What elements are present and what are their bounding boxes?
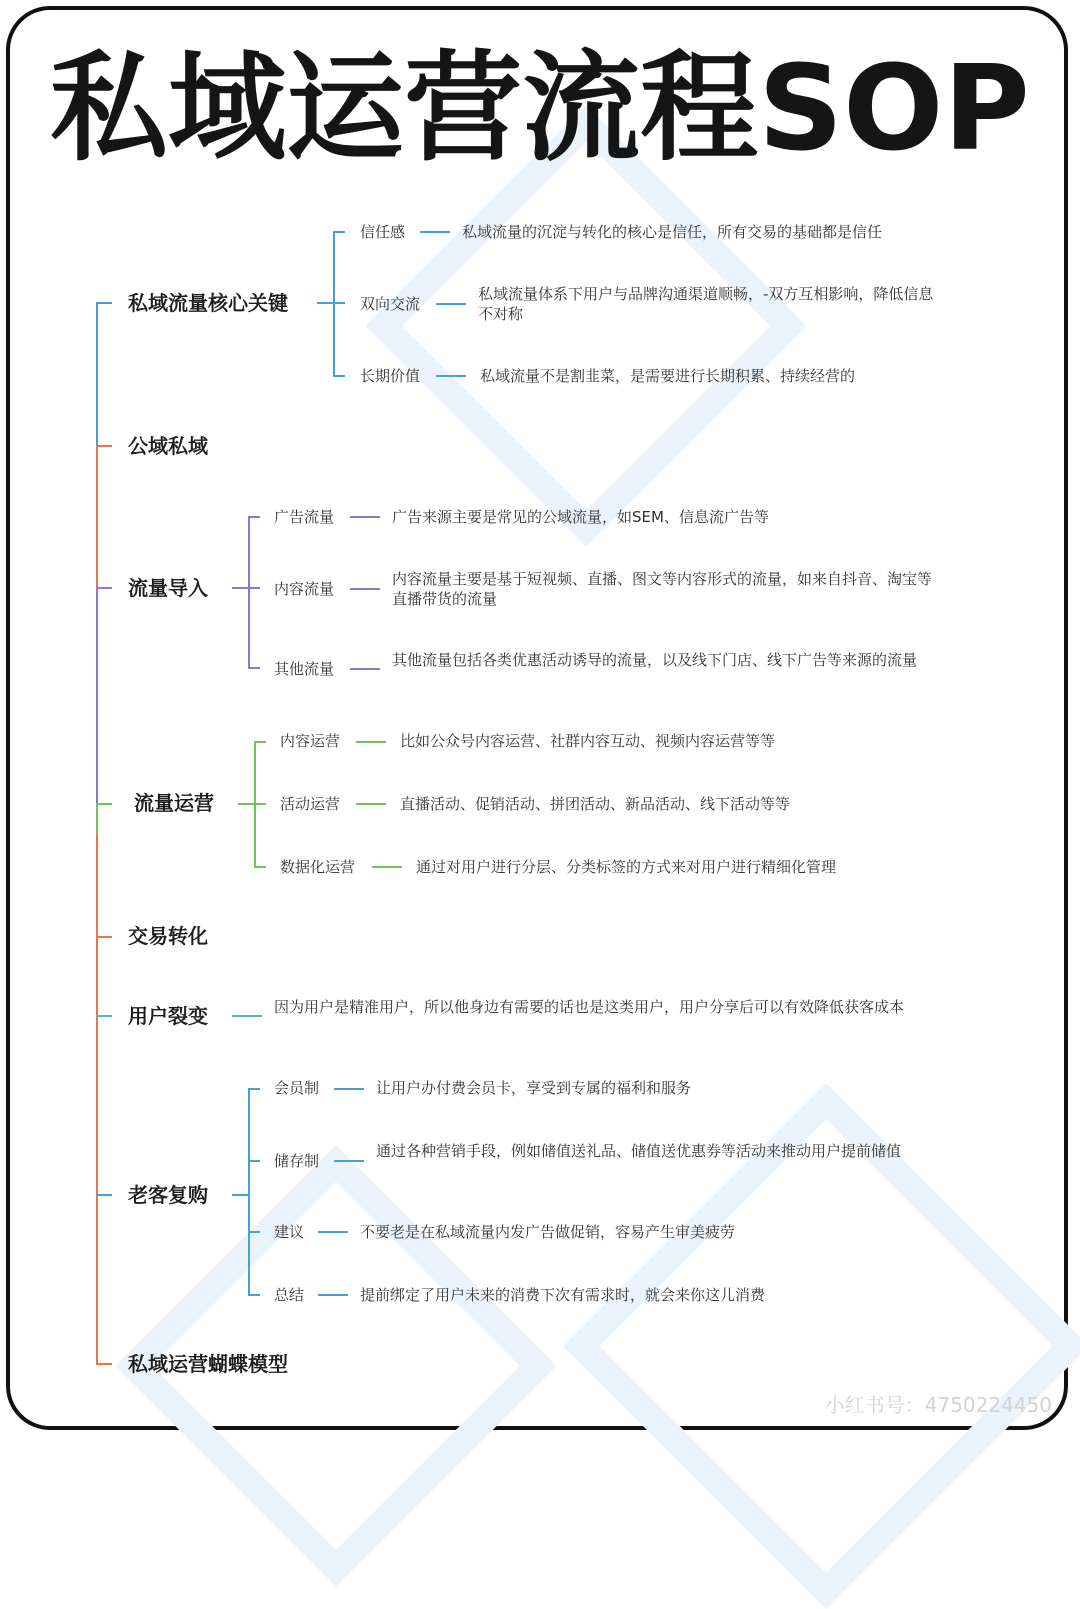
node-desc: 其他流量包括各类优惠活动诱导的流量，以及线下门店、线下广告等来源的流量 bbox=[392, 651, 918, 669]
root-tick bbox=[96, 302, 112, 304]
section-label-repurchase: 老客复购 bbox=[128, 1183, 208, 1207]
root-tick bbox=[96, 445, 112, 447]
node-label: 总结 bbox=[274, 1286, 305, 1304]
branch-tick bbox=[254, 803, 266, 805]
node-dash bbox=[334, 1088, 364, 1090]
section-label-core: 私域流量核心关键 bbox=[128, 291, 288, 315]
root-spine bbox=[96, 834, 98, 1364]
node-label: 内容运营 bbox=[280, 732, 341, 750]
node-desc: 直播活动、促销活动、拼团活动、新品活动、线下活动等等 bbox=[400, 795, 791, 813]
branch-connector bbox=[232, 587, 248, 589]
node-desc: 通过对用户进行分层、分类标签的方式来对用户进行精细化管理 bbox=[416, 858, 837, 876]
root-spine bbox=[96, 588, 98, 804]
node-desc: 因为用户是精准用户，所以他身边有需要的话也是这类用户，用户分享后可以有效降低获客成本 bbox=[274, 998, 905, 1016]
node-dash bbox=[232, 1015, 262, 1017]
node-dash bbox=[436, 375, 466, 377]
branch-tick bbox=[333, 375, 345, 377]
root-tick bbox=[96, 1194, 112, 1196]
node-dash bbox=[318, 1231, 348, 1233]
branch-bracket bbox=[248, 516, 250, 668]
root-spine bbox=[96, 303, 98, 446]
node-label: 储存制 bbox=[274, 1152, 320, 1170]
branch-connector bbox=[238, 803, 254, 805]
node-dash bbox=[420, 231, 450, 233]
node-label: 活动运营 bbox=[280, 795, 341, 813]
branch-connector bbox=[232, 1194, 248, 1196]
node-dash bbox=[350, 668, 380, 670]
root-tick bbox=[96, 936, 112, 938]
node-desc: 提前绑定了用户未来的消费下次有需求时，就会来你这儿消费 bbox=[360, 1286, 766, 1304]
branch-tick bbox=[254, 866, 266, 868]
branch-tick bbox=[248, 1231, 260, 1233]
branch-tick bbox=[248, 667, 260, 669]
node-dash bbox=[356, 803, 386, 805]
node-desc: 内容流量主要是基于短视频、直播、图文等内容形式的流量，如来自抖音、淘宝等直播带货的流量 bbox=[392, 570, 933, 608]
node-label: 数据化运营 bbox=[280, 858, 356, 876]
node-label: 内容流量 bbox=[274, 580, 335, 598]
node-dash bbox=[350, 588, 380, 590]
node-label: 会员制 bbox=[274, 1079, 320, 1097]
node-desc: 通过各种营销手段，例如储值送礼品、储值送优惠券等活动来推动用户提前储值 bbox=[376, 1142, 902, 1160]
branch-tick bbox=[248, 587, 260, 589]
root-tick bbox=[96, 1015, 112, 1017]
section-label-conversion: 交易转化 bbox=[128, 924, 208, 948]
branch-tick bbox=[248, 1294, 260, 1296]
node-desc: 比如公众号内容运营、社群内容互动、视频内容运营等等 bbox=[400, 732, 776, 750]
root-spine bbox=[96, 804, 98, 834]
branch-connector bbox=[317, 302, 333, 304]
node-label: 信任感 bbox=[360, 223, 406, 241]
root-tick bbox=[96, 803, 112, 805]
node-desc: 私域流量的沉淀与转化的核心是信任，所有交易的基础都是信任 bbox=[462, 223, 883, 241]
poster-title: 私域运营流程SOP bbox=[50, 39, 1030, 177]
node-dash bbox=[318, 1294, 348, 1296]
node-label: 长期价值 bbox=[360, 367, 421, 385]
branch-tick bbox=[254, 741, 266, 743]
node-dash bbox=[436, 303, 466, 305]
node-desc: 广告来源主要是常见的公域流量，如SEM、信息流广告等 bbox=[392, 508, 769, 526]
node-dash bbox=[372, 866, 402, 868]
branch-tick bbox=[333, 231, 345, 233]
node-dash bbox=[350, 516, 380, 518]
node-label: 双向交流 bbox=[360, 295, 421, 313]
node-label: 其他流量 bbox=[274, 660, 335, 678]
section-label-user-fission: 用户裂变 bbox=[128, 1004, 208, 1028]
branch-tick bbox=[248, 1160, 260, 1162]
node-label: 建议 bbox=[274, 1223, 305, 1241]
node-desc: 私域流量不是割韭菜，是需要进行长期积累、持续经营的 bbox=[480, 367, 856, 385]
watermark: 小红书号：4750224450 bbox=[824, 1393, 1052, 1417]
node-dash bbox=[356, 741, 386, 743]
branch-tick bbox=[333, 302, 345, 304]
root-tick bbox=[96, 587, 112, 589]
branch-bracket bbox=[248, 1088, 250, 1295]
node-dash bbox=[334, 1160, 364, 1162]
root-spine bbox=[96, 446, 98, 588]
section-label-traffic-import: 流量导入 bbox=[128, 576, 208, 600]
section-label-butterfly-model: 私域运营蝴蝶模型 bbox=[128, 1352, 288, 1376]
node-desc: 私域流量体系下用户与品牌沟通渠道顺畅，-双方互相影响，降低信息不对称 bbox=[478, 285, 934, 323]
node-desc: 不要老是在私域流量内发广告做促销，容易产生审美疲劳 bbox=[360, 1223, 736, 1241]
node-label: 广告流量 bbox=[274, 508, 335, 526]
section-label-traffic-ops: 流量运营 bbox=[134, 791, 214, 815]
branch-tick bbox=[248, 1088, 260, 1090]
node-desc: 让用户办付费会员卡，享受到专属的福利和服务 bbox=[376, 1079, 692, 1097]
branch-tick bbox=[248, 516, 260, 518]
section-label-public-private: 公域私域 bbox=[128, 434, 208, 458]
root-tick bbox=[96, 1363, 112, 1365]
